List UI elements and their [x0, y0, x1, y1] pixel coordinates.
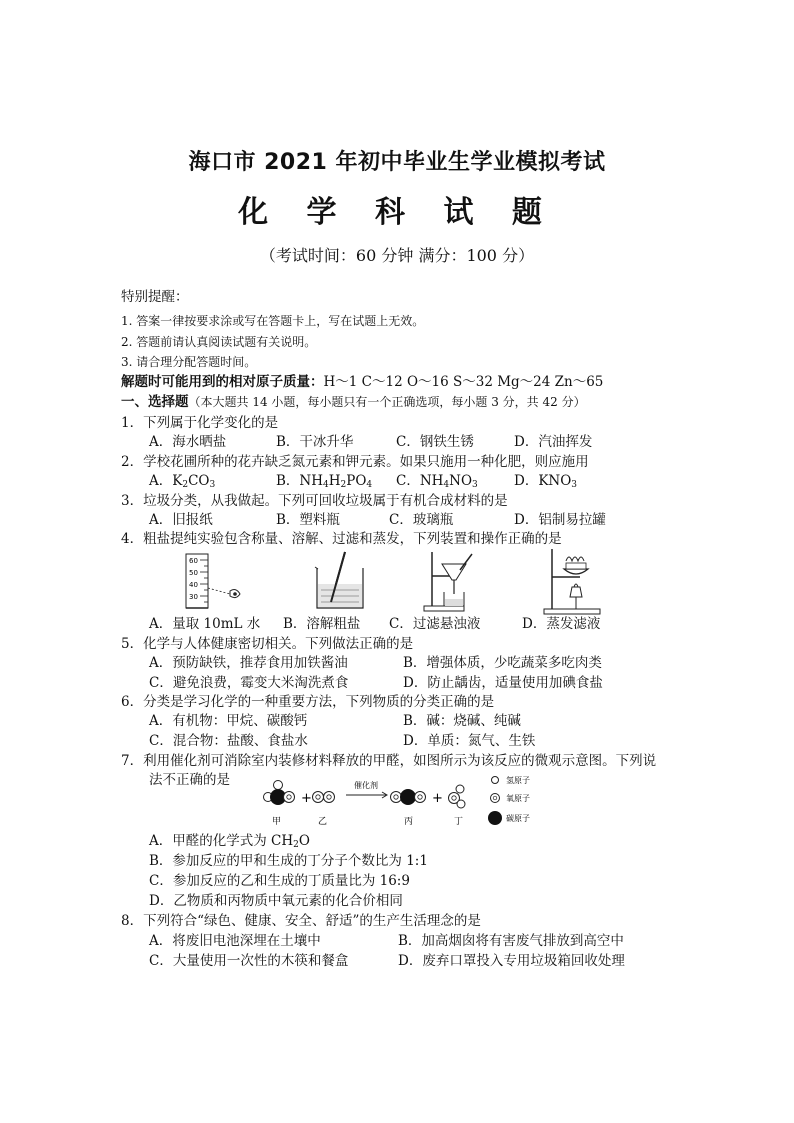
notice-item-3: 3. 请合理分配答题时间。	[121, 355, 257, 369]
reaction-micro-diagram	[258, 774, 548, 828]
q8-option-a: A．将废旧电池深埋在土壤中	[149, 933, 321, 949]
q6-option-c: C．混合物：盐酸、食盐水	[149, 733, 308, 749]
q1-option-d: D．汽油挥发	[514, 434, 593, 450]
q1-stem: 1．下列属于化学变化的是	[121, 415, 279, 431]
q4-option-d: D．蒸发滤液	[522, 616, 601, 632]
q7-stem-line2: 法不正确的是	[149, 772, 230, 788]
legend-hydrogen: 氢原子	[506, 776, 530, 785]
section1-heading: 一、选择题	[121, 394, 189, 410]
notice-heading: 特别提醒：	[121, 289, 189, 305]
legend-oxygen: 氧原子	[506, 794, 530, 803]
evaporation-illustration	[540, 547, 610, 615]
plus-sign-2: +	[432, 791, 443, 806]
q2-option-a: A．$K_2CO_3$	[149, 473, 216, 490]
graduated-cylinder-illustration	[180, 550, 260, 612]
exam-info: （考试时间：60 分钟 满分：100 分）	[259, 246, 535, 265]
q3-option-c: C．玻璃瓶	[389, 512, 454, 528]
q8-option-b: B．加高烟囱将有害废气排放到高空中	[398, 933, 624, 949]
notice-item-1: 1. 答案一律按要求涂或写在答题卡上，写在试题上无效。	[121, 314, 425, 328]
q5-option-a: A．预防缺铁，推荐食用加铁酱油	[149, 655, 348, 671]
molecule-water	[449, 785, 466, 808]
q4-option-b: B．溶解粗盐	[283, 616, 361, 632]
label-ding: 丁	[454, 817, 464, 827]
legend-carbon: 碳原子	[506, 814, 530, 823]
molecule-oxygen	[313, 792, 335, 803]
q4-option-a: A．量取 10mL 水	[149, 616, 261, 632]
filtration-illustration	[420, 550, 500, 612]
atomic-mass-values: H～1 C～12 O～16 S～32 Mg～24 Zn～65	[323, 374, 604, 390]
label-jia: 甲	[272, 817, 282, 827]
molecule-carbon-dioxide	[391, 789, 426, 805]
cylinder-tick-60: 60	[189, 557, 198, 565]
q3-option-b: B．塑料瓶	[276, 512, 340, 528]
q7-option-c: C．参加反应的乙和生成的丁质量比为 16:9	[149, 873, 410, 889]
atomic-mass-label: 解题时可能用到的相对原子质量：	[121, 374, 324, 390]
section1-header	[121, 393, 586, 412]
q7-stem-line1: 7．利用催化剂可消除室内装修材料释放的甲醛，如图所示为该反应的微观示意图。下列说	[121, 753, 657, 769]
q2-option-c: C．$NH_4NO_3$	[396, 473, 478, 490]
q5-option-c: C．避免浪费，霉变大米淘洗煮食	[149, 675, 349, 691]
q8-stem: 8．下列符合“绿色、健康、安全、舒适”的生产生活理念的是	[121, 913, 481, 929]
section1-note: （本大题共 14 小题，每小题只有一个正确选项，每小题 3 分，共 42 分）	[188, 395, 586, 409]
q2-option-d: D．$KNO_3$	[514, 473, 578, 490]
q6-stem: 6．分类是学习化学的一种重要方法，下列物质的分类正确的是	[121, 694, 495, 710]
q7-option-a: A．甲醛的化学式为 $CH_2O$	[149, 833, 310, 850]
beaker-stirring-illustration	[305, 550, 375, 612]
q4-stem: 4．粗盐提纯实验包含称量、溶解、过滤和蒸发，下列装置和操作正确的是	[121, 531, 562, 547]
q2-option-b: B．$NH_4H_2PO_4$	[276, 473, 373, 490]
molecule-formaldehyde	[264, 781, 295, 806]
q7-option-d: D．乙物质和丙物质中氧元素的化合价相同	[149, 893, 403, 909]
q8-option-d: D．废弃口罩投入专用垃圾箱回收处理	[398, 953, 625, 969]
q2-stem: 2．学校花圃所种的花卉缺乏氮元素和钾元素。如果只施用一种化肥，则应施用	[121, 454, 589, 470]
q1-option-b: B．干冰升华	[276, 434, 354, 450]
cylinder-tick-50: 50	[189, 569, 198, 577]
cylinder-tick-30: 30	[189, 593, 198, 601]
q3-option-d: D．铝制易拉罐	[514, 512, 606, 528]
cylinder-tick-40: 40	[189, 581, 198, 589]
q1-option-c: C．钢铁生锈	[396, 434, 474, 450]
q8-option-c: C．大量使用一次性的木筷和餐盒	[149, 953, 349, 969]
label-bing: 丙	[404, 817, 414, 827]
exam-title: 海口市 2021 年初中毕业生学业模拟考试	[188, 150, 606, 175]
q5-option-d: D．防止龋齿，适量使用加碘食盐	[403, 675, 603, 691]
q1-option-a: A．海水晒盐	[149, 434, 227, 450]
q4-option-c: C．过滤悬浊液	[389, 616, 481, 632]
notice-item-2: 2. 答题前请认真阅读试题有关说明。	[121, 335, 317, 349]
q6-option-a: A．有机物：甲烷、碳酸钙	[149, 713, 308, 729]
catalyst-label: 催化剂	[354, 781, 378, 790]
label-yi: 乙	[318, 817, 328, 827]
q3-stem: 3．垃圾分类，从我做起。下列可回收垃圾属于有机合成材料的是	[121, 493, 508, 509]
plus-sign-1: +	[301, 791, 312, 806]
q5-stem: 5．化学与人体健康密切相关。下列做法正确的是	[121, 636, 414, 652]
q6-option-b: B．碱：烧碱、纯碱	[403, 713, 521, 729]
q5-option-b: B．增强体质，少吃蔬菜多吃肉类	[403, 655, 602, 671]
q6-option-d: D．单质：氮气、生铁	[403, 733, 536, 749]
subject-title: 化 学 科 试 题	[238, 195, 556, 230]
q7-option-b: B．参加反应的甲和生成的丁分子个数比为 1:1	[149, 853, 428, 869]
q3-option-a: A．旧报纸	[149, 512, 213, 528]
atomic-mass-line	[121, 373, 603, 392]
